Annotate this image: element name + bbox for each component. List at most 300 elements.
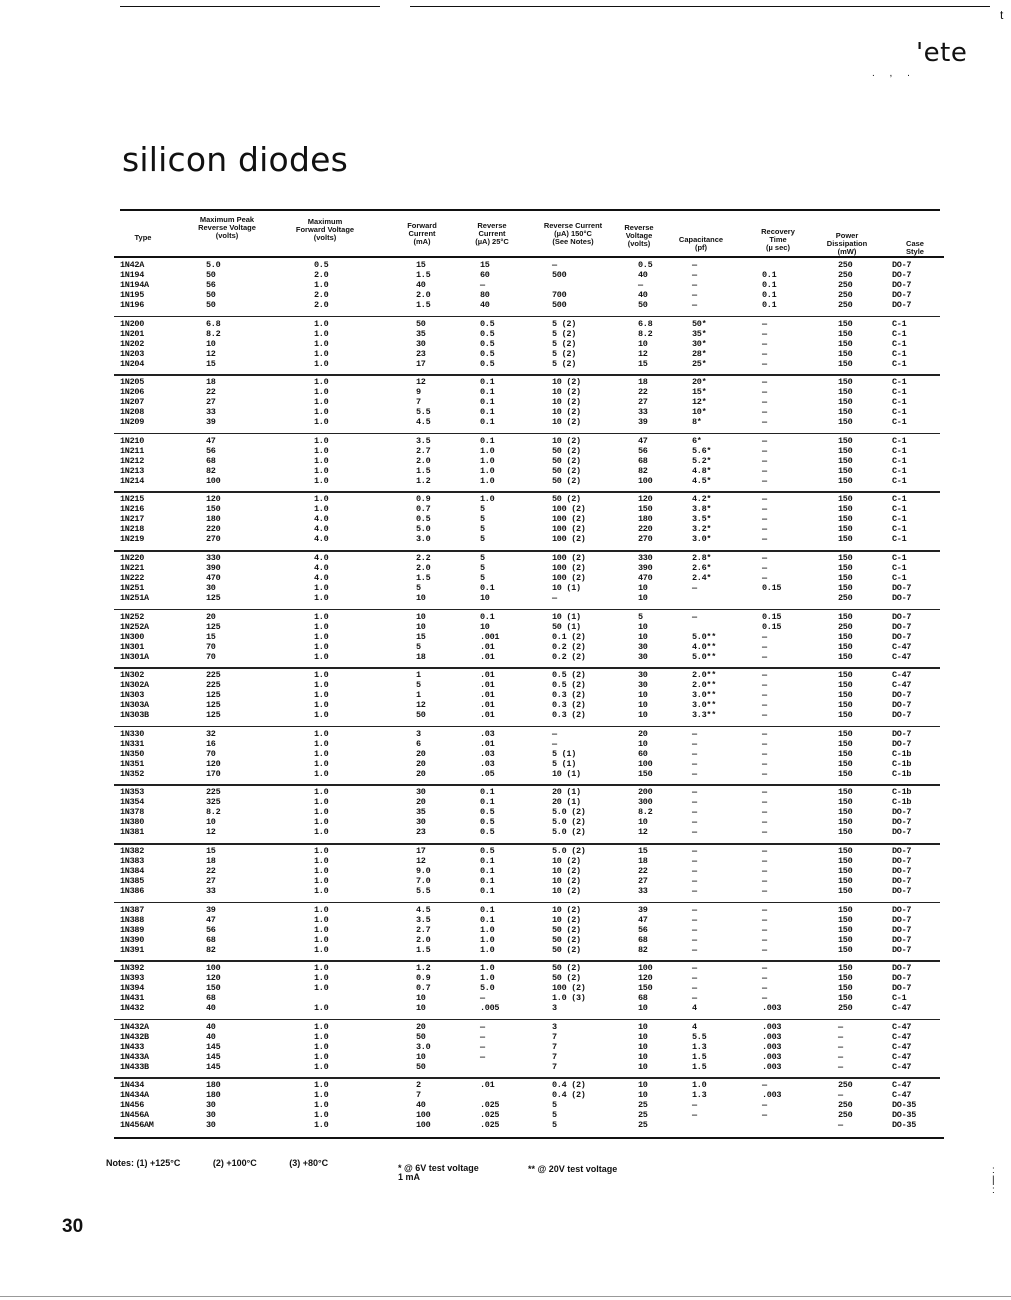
table-cell: 6.8 — [638, 318, 653, 329]
table-cell: 1.0 — [314, 1090, 329, 1101]
table-cell: 250 — [838, 621, 853, 632]
table-cell: 1N431 — [120, 993, 145, 1004]
column-case — [892, 494, 906, 544]
table-cell: 0.1 — [480, 866, 495, 876]
table-cell: 40 — [480, 300, 490, 310]
column-rev150 — [552, 729, 581, 779]
table-cell: 150 — [838, 670, 853, 681]
group-rule — [114, 316, 940, 318]
table-cell: 100 (2) — [552, 524, 586, 535]
table-cell: 30 — [206, 1100, 216, 1111]
column-cap — [692, 729, 697, 779]
table-cell: 1N352 — [120, 768, 145, 779]
table-cell: — — [692, 728, 697, 739]
table-cell: DO-7 — [892, 700, 912, 711]
table-cell: 100 (2) — [552, 563, 586, 573]
table-cell: 220 — [206, 524, 221, 535]
page-title: silicon diodes — [122, 140, 348, 179]
table-cell: 1.0 — [314, 904, 329, 915]
table-cell: 1.0 — [314, 318, 329, 329]
table-cell: 1N207 — [120, 397, 145, 408]
table-cell: 1.0 — [480, 924, 495, 935]
column-revv — [638, 670, 648, 720]
column-fwdv — [314, 553, 328, 603]
table-cell: 0.2 (2) — [552, 651, 586, 662]
column-fwdi — [416, 846, 430, 896]
table-cell: — — [762, 817, 767, 828]
table-cell: 5.6* — [692, 445, 712, 456]
table-cell: 4.0 — [314, 524, 329, 535]
col-header-power-dissipation: Power Dissipation (mW) — [826, 231, 868, 256]
column-rev25 — [480, 319, 494, 369]
table-cell: .03 — [480, 758, 495, 769]
table-cell: 1N194A — [120, 280, 149, 290]
table-cell: 70 — [206, 651, 216, 662]
col-header-forward-current: Forward Current (mA) — [407, 221, 437, 246]
table-cell: — — [692, 817, 697, 828]
column-cap — [692, 436, 711, 486]
table-cell: 1N221 — [120, 563, 145, 573]
table-cell: 150 — [838, 738, 853, 749]
table-cell: 100 — [206, 963, 221, 974]
table-cell: C-1 — [892, 417, 907, 428]
table-cell — [762, 593, 781, 603]
table-cell: DO-7 — [892, 690, 912, 701]
table-cell: 150 — [838, 611, 853, 622]
table-cell: 1N202 — [120, 338, 145, 349]
table-cell: 1.0 — [314, 611, 329, 622]
table-cell: 10 (2) — [552, 866, 581, 876]
table-cell: 1N434 — [120, 1080, 145, 1091]
table-cell: — — [762, 358, 767, 369]
table-cell: 50 — [206, 300, 216, 310]
table-cell: 47 — [206, 435, 216, 446]
table-cell: 150 — [838, 338, 853, 349]
table-cell: 3.5* — [692, 514, 712, 525]
column-fwdi — [416, 729, 426, 779]
table-cell: — — [692, 973, 697, 984]
table-cell: 40 — [206, 1021, 216, 1032]
group-rule — [114, 902, 940, 904]
table-cell: 150 — [838, 973, 853, 984]
table-cell: .003 — [762, 1021, 782, 1032]
table-cell: 10 (1) — [552, 768, 581, 779]
table-cell: 1N386 — [120, 886, 145, 896]
table-cell: 5.0** — [692, 651, 717, 662]
table-cell: 0.1 — [480, 611, 495, 622]
table-cell: 32 — [206, 728, 216, 739]
table-cell: 10 (2) — [552, 856, 581, 866]
table-cell: — — [692, 934, 697, 945]
table-row-group — [100, 787, 960, 846]
table-cell: C-47 — [892, 1080, 912, 1091]
table-cell: C-47 — [892, 680, 912, 691]
table-cell: 8* — [692, 417, 702, 428]
table-cell: 6 — [416, 738, 421, 749]
table-top-rule — [120, 209, 940, 211]
table-cell: 25* — [692, 358, 707, 369]
table-cell: C-1 — [892, 534, 907, 545]
table-cell: 300 — [638, 797, 653, 808]
table-cell: C-47 — [892, 1061, 912, 1072]
table-cell: 2.0 — [416, 563, 431, 573]
table-row-group — [100, 319, 960, 378]
table-cell: 220 — [638, 524, 653, 535]
table-cell: DO-7 — [892, 583, 912, 593]
table-cell: 1N351 — [120, 758, 145, 769]
table-cell: DO-7 — [892, 866, 912, 876]
table-cell: .01 — [480, 710, 495, 721]
table-cell: 150 — [206, 983, 221, 994]
table-header-rule — [114, 256, 944, 258]
column-type — [120, 553, 149, 603]
note-star-text: * @ 6V test voltage — [398, 1163, 479, 1173]
table-cell: — — [762, 728, 767, 739]
table-cell: 1N387 — [120, 904, 145, 915]
table-cell: 20 — [416, 748, 426, 759]
table-cell: — — [762, 387, 767, 398]
table-cell — [692, 1120, 706, 1130]
note-3: (3) +80°C — [289, 1158, 329, 1168]
column-peak — [206, 260, 220, 310]
group-rule — [114, 550, 940, 552]
table-cell: 1N214 — [120, 475, 145, 486]
table-cell: 150 — [838, 358, 853, 369]
table-cell: 1N353 — [120, 787, 145, 798]
table-cell: 120 — [206, 973, 221, 984]
table-cell: 0.1 — [480, 904, 495, 915]
col-header-peak-voltage: Maximum Peak Reverse Voltage (volts) — [198, 215, 256, 240]
table-cell: 1.0 — [314, 768, 329, 779]
table-cell: — — [762, 1110, 767, 1121]
table-cell: 5.5 — [416, 886, 431, 896]
column-cap — [692, 670, 716, 720]
table-cell: 27 — [638, 876, 648, 886]
column-rec — [762, 787, 767, 837]
table-cell: — — [762, 435, 767, 446]
table-cell: 50* — [692, 318, 707, 329]
table-cell: 2.0** — [692, 680, 717, 691]
table-cell: 1N331 — [120, 738, 145, 749]
column-rec — [762, 436, 767, 486]
table-cell: 82 — [638, 465, 648, 476]
table-cell: — — [692, 300, 697, 310]
table-notes — [106, 1158, 358, 1168]
table-cell: 5 — [480, 563, 485, 573]
table-cell: 1.0 — [314, 280, 329, 290]
table-cell: 1N302 — [120, 670, 145, 681]
column-peak — [206, 787, 220, 837]
table-cell — [480, 1062, 485, 1072]
table-cell: 0.9 — [416, 973, 431, 984]
table-cell: 250 — [838, 1110, 853, 1121]
table-cell: 1N432A — [120, 1021, 149, 1032]
table-cell: 150 — [838, 494, 853, 505]
table-cell: 10 (2) — [552, 435, 581, 446]
note-2: (2) +100°C — [212, 1158, 257, 1168]
table-cell: 1N383 — [120, 856, 145, 866]
column-rec — [762, 553, 781, 603]
table-cell: 10 — [638, 1051, 648, 1062]
table-cell: 5 — [638, 611, 643, 622]
table-cell: 1N206 — [120, 387, 145, 398]
table-cell: 1N432 — [120, 1003, 145, 1014]
table-cell: 1.5 — [416, 300, 431, 310]
table-cell: 1N456A — [120, 1110, 149, 1121]
column-rev25 — [480, 612, 499, 662]
table-cell: 28* — [692, 348, 707, 359]
table-cell: 1N433B — [120, 1061, 149, 1072]
table-cell: DO-7 — [892, 914, 912, 925]
column-rev25 — [480, 1022, 485, 1072]
table-cell: 2.0 — [314, 300, 329, 310]
table-cell: 12 — [638, 827, 648, 838]
table-cell: 180 — [206, 514, 221, 525]
table-cell: 1.0 — [314, 856, 329, 866]
table-cell: — — [762, 827, 767, 838]
column-rev25 — [480, 260, 490, 310]
table-cell — [692, 593, 711, 603]
column-cap — [692, 494, 711, 544]
table-cell: 150 — [838, 553, 853, 563]
table-cell: — — [762, 983, 767, 994]
table-cell: — — [692, 768, 697, 779]
table-cell: 33 — [206, 407, 216, 418]
column-cap — [692, 260, 697, 310]
table-cell: 120 — [638, 494, 653, 505]
table-cell: 18 — [638, 377, 648, 388]
column-fwdi — [416, 319, 426, 369]
table-cell: 1N393 — [120, 973, 145, 984]
table-cell: 700 — [552, 290, 567, 300]
column-fwdi — [416, 1080, 430, 1130]
table-cell: 1.5 — [416, 573, 431, 583]
table-cell: 1N222 — [120, 573, 145, 583]
table-cell: 10 — [416, 1051, 426, 1062]
column-revv — [638, 1080, 648, 1130]
table-cell: 0.9 — [416, 494, 431, 505]
table-cell: 1.0 — [314, 758, 329, 769]
table-cell: 10 — [416, 611, 426, 622]
table-cell: 100 (2) — [552, 983, 586, 994]
column-type — [120, 612, 149, 662]
group-rule — [114, 433, 940, 435]
table-cell: 1.0 — [314, 963, 329, 974]
table-cell: 225 — [206, 787, 221, 798]
table-cell: 180 — [206, 1080, 221, 1091]
table-cell: .003 — [762, 1041, 782, 1052]
table-cell: 1.0 — [314, 377, 329, 388]
table-cell: C-47 — [892, 1003, 912, 1014]
table-cell: 1.0 — [314, 475, 329, 486]
table-cell: 150 — [838, 504, 853, 515]
column-cap — [692, 846, 697, 896]
table-cell: — — [762, 866, 767, 876]
table-cell: 7.0 — [416, 876, 431, 886]
table-cell: 0.5 — [480, 358, 495, 369]
table-cell: 3.0** — [692, 700, 717, 711]
table-cell: 10 — [638, 710, 648, 721]
table-cell: 1N204 — [120, 358, 145, 369]
table-cell: — — [692, 963, 697, 974]
table-cell: 1.0 — [480, 465, 495, 476]
table-cell: 0.3 (2) — [552, 710, 586, 721]
table-cell: 330 — [638, 553, 653, 563]
table-cell: 82 — [638, 944, 648, 955]
table-cell: 47 — [206, 914, 216, 925]
table-cell: 250 — [838, 270, 853, 280]
table-cell: 1N220 — [120, 553, 145, 563]
table-cell: 10 (2) — [552, 407, 581, 418]
table-cell: 1N456 — [120, 1100, 145, 1111]
table-cell: DO-7 — [892, 728, 912, 739]
table-cell: 5.5 — [692, 1031, 707, 1042]
table-cell: 1N251A — [120, 593, 149, 603]
table-cell: 1N384 — [120, 866, 145, 876]
table-cell: 5 (2) — [552, 358, 577, 369]
table-cell: 150 — [838, 465, 853, 476]
table-cell: .003 — [762, 1051, 782, 1062]
table-cell: 25 — [638, 1100, 648, 1111]
table-cell: — — [762, 417, 767, 428]
column-cap — [692, 963, 697, 1013]
table-cell: C-1 — [892, 377, 907, 388]
table-cell: — — [762, 886, 767, 896]
table-cell: C-1 — [892, 338, 907, 349]
table-cell: — — [762, 934, 767, 945]
table-cell: 150 — [838, 377, 853, 388]
table-cell: — — [692, 1110, 697, 1121]
table-cell: 150 — [838, 866, 853, 876]
col-header-capacitance: Capacitance (pf) — [678, 235, 724, 252]
table-cell: 1N392 — [120, 963, 145, 974]
table-cell: 1.0 (3) — [552, 993, 586, 1004]
table-cell: 33 — [206, 886, 216, 896]
table-cell: 0.1 — [480, 797, 495, 808]
table-cell: .05 — [480, 768, 495, 779]
table-cell: 150 — [838, 963, 853, 974]
table-cell: 27 — [206, 397, 216, 408]
table-cell: — — [762, 455, 767, 466]
table-cell: 5 — [480, 524, 485, 535]
table-cell: 1N456AM — [120, 1120, 154, 1131]
table-cell: 0.1 — [480, 377, 495, 388]
table-cell: 150 — [838, 397, 853, 408]
table-cell: 5.0 (2) — [552, 827, 586, 838]
table-cell: 10 — [638, 338, 648, 349]
table-cell: DO-7 — [892, 983, 912, 994]
table-cell: 0.1 — [480, 417, 495, 428]
table-cell: 5.0 (2) — [552, 817, 586, 828]
table-cell: 50 — [416, 1061, 426, 1072]
table-cell: — — [762, 641, 767, 652]
table-cell: — — [762, 377, 767, 388]
table-cell: — — [692, 924, 697, 935]
table-cell: 15 — [638, 358, 648, 369]
table-cell: 1.0 — [314, 1061, 329, 1072]
table-cell: 150 — [838, 914, 853, 925]
table-cell: — — [692, 856, 697, 866]
table-cell: 50 (2) — [552, 494, 581, 505]
table-cell: 150 — [838, 641, 853, 652]
column-revv — [638, 963, 652, 1013]
table-cell: 22 — [638, 866, 648, 876]
table-cell: 0.5 — [314, 260, 329, 270]
table-cell: 4.5 — [416, 904, 431, 915]
table-cell: 1N301A — [120, 651, 149, 662]
table-cell: 1N388 — [120, 914, 145, 925]
table-cell: — — [638, 280, 643, 290]
table-cell: 1.5 — [416, 270, 431, 280]
table-cell: C-1 — [892, 328, 907, 339]
table-cell: 1.0 — [314, 348, 329, 359]
table-cell: — — [762, 944, 767, 955]
table-cell: 150 — [838, 983, 853, 994]
table-cell: 4 — [692, 1003, 697, 1014]
table-cell: .003 — [762, 1031, 782, 1042]
table-cell: 250 — [838, 1003, 853, 1014]
table-cell: — — [762, 407, 767, 418]
table-cell: — — [762, 700, 767, 711]
table-cell: 150 — [838, 748, 853, 759]
column-pwr — [838, 319, 852, 369]
table-cell: 70 — [206, 748, 216, 759]
table-cell: 0.15 — [762, 611, 782, 622]
header-ticks: . , . — [872, 68, 916, 79]
table-cell: 1N433A — [120, 1051, 149, 1062]
table-cell: 500 — [552, 270, 567, 280]
table-cell: 1N394 — [120, 983, 145, 994]
table-cell: 250 — [838, 1080, 853, 1091]
table-cell: 125 — [206, 593, 221, 603]
table-cell: 10 — [638, 738, 648, 749]
column-rec — [762, 670, 767, 720]
table-cell: 12 — [416, 856, 426, 866]
table-cell: 1 — [416, 670, 421, 681]
table-cell: 1N354 — [120, 797, 145, 808]
column-fwdi — [416, 787, 426, 837]
table-cell: 250 — [838, 260, 853, 270]
table-cell: 1.0 — [314, 934, 329, 945]
table-cell: 5 — [552, 1110, 557, 1121]
table-cell: 3.0 — [416, 1041, 431, 1052]
table-cell: 30 — [206, 583, 216, 593]
table-cell: 47 — [638, 435, 648, 446]
table-cell: 30 — [638, 680, 648, 691]
table-cell: 1.2 — [416, 963, 431, 974]
column-revv — [638, 787, 652, 837]
column-cap — [692, 553, 711, 603]
table-cell: 150 — [638, 504, 653, 515]
column-peak — [206, 1022, 220, 1072]
table-cell: C-1b — [892, 748, 912, 759]
table-cell: 18 — [206, 856, 216, 866]
table-cell: 120 — [206, 494, 221, 505]
table-cell: 1.0 — [314, 1100, 329, 1111]
table-cell: DO-7 — [892, 738, 912, 749]
column-type — [120, 1022, 149, 1072]
group-rule — [114, 960, 940, 962]
table-cell: — — [762, 924, 767, 935]
column-rec — [762, 1080, 781, 1130]
table-cell: 2.0 — [416, 290, 431, 300]
column-rev25 — [480, 1080, 499, 1130]
table-cell: 0.5 — [480, 328, 495, 339]
column-fwdi — [416, 905, 430, 955]
table-cell: — — [762, 973, 767, 984]
table-cell: 150 — [838, 348, 853, 359]
column-pwr — [838, 377, 852, 427]
